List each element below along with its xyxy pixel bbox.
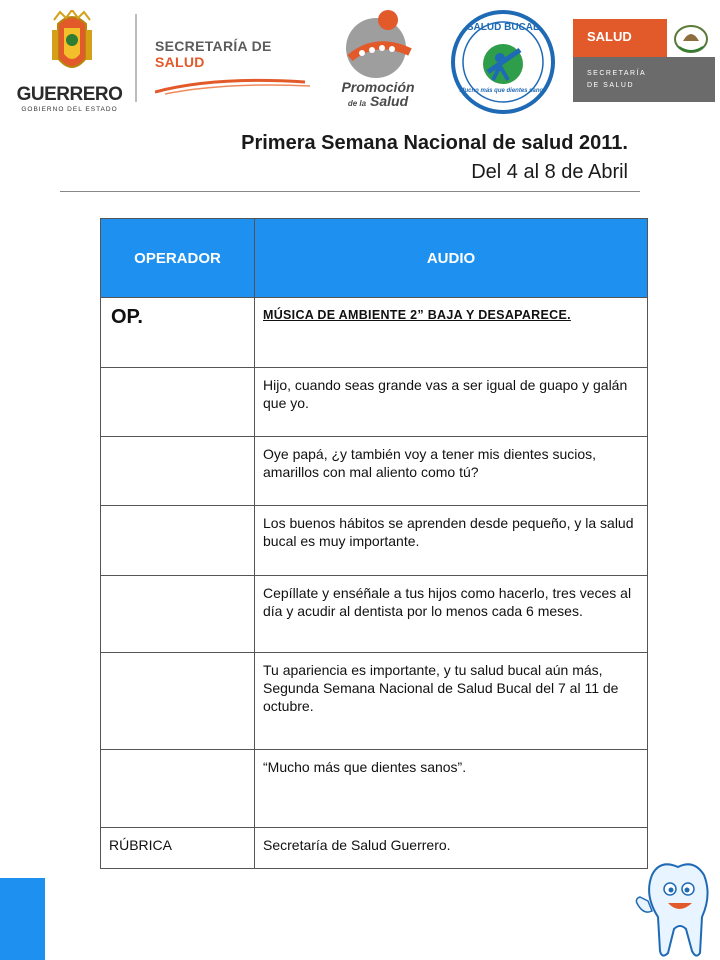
audio-cell: Hijo, cuando seas grande vas a ser igual de guapo y galán que yo. [263,377,628,411]
federal-salud-label: SALUD [587,29,632,44]
guerrero-title: GUERRERO [16,84,123,105]
operador-cell [101,437,254,445]
federal-line1: SECRETARÍA [587,70,647,77]
page-subtitle: Del 4 al 8 de Abril [471,161,628,183]
table-row [101,506,648,576]
audio-cell: MÚSICA DE AMBIENTE 2” BAJA Y DESAPARECE. [263,308,571,322]
operador-cell [101,750,254,758]
salud-bucal-tagline: Mucho más que dientes sanos [459,88,547,94]
audio-cell: Cepíllate y enséñale a tus hijos como hacerlo, tres veces al día y acudir al dentista por lo menos cada 6 meses. [263,585,632,619]
column-header-operador: OPERADOR [101,219,255,298]
salud-federal-logo [573,19,715,102]
promocion-circle-icon [318,6,438,82]
audio-cell: Los buenos hábitos se aprenden desde pequeño, y la salud bucal es muy importante. [263,515,634,549]
tooth-mascot-icon [630,855,720,960]
column-header-audio: AUDIO [255,219,648,298]
table-row [101,576,648,653]
audio-cell: Oye papá, ¿y también voy a tener mis dientes sucios, amarillos con mal aliento como tú? [263,446,597,480]
promocion-salud-logo [318,6,438,114]
operador-cell [101,653,254,661]
promocion-line3: Salud [370,93,409,109]
salud-bucal-title: SALUD BUCAL [466,22,540,33]
script-table [100,218,648,869]
table-header-row [101,219,648,298]
logo-bar [0,0,720,120]
mexico-eagle-icon [667,19,715,57]
audio-cell: “Mucho más que dientes sanos”. [263,759,467,775]
federal-line2: DE SALUD [587,82,635,89]
guerrero-subtitle: GOBIERNO DEL ESTADO [21,106,118,113]
header-divider [60,191,640,192]
operador-cell [101,506,254,514]
logo-divider [135,14,137,102]
operador-cell: OP. [111,306,143,328]
secretaria-salud-logo [155,38,315,98]
promocion-line1: Promoción [341,79,415,95]
guerrero-crest-icon [50,10,94,76]
table-row [101,437,648,506]
operador-cell: RÚBRICA [109,837,173,853]
table-row [101,828,648,869]
page-title: Primera Semana Nacional de salud 2011. [241,132,628,154]
secretaria-line1: SECRETARÍA DE [155,38,272,54]
secretaria-line2: SALUD [155,54,205,70]
salud-bucal-logo [448,8,558,116]
promocion-text [322,80,434,111]
audio-cell: Tu apariencia es importante, y tu salud bucal aún más, Segunda Semana Nacional de Salud Bucal del 7 al 11 de octubre. [263,662,619,714]
table-row [101,750,648,828]
operador-cell [101,368,254,376]
table-row [101,368,648,437]
table-row [101,298,648,368]
guerrero-logo [12,10,127,113]
swoosh-icon [155,72,315,96]
audio-cell: Secretaría de Salud Guerrero. [263,837,451,853]
table-row [101,653,648,750]
blue-accent-bar [0,878,45,960]
promocion-line2: de la [347,99,367,108]
operador-cell [101,576,254,584]
